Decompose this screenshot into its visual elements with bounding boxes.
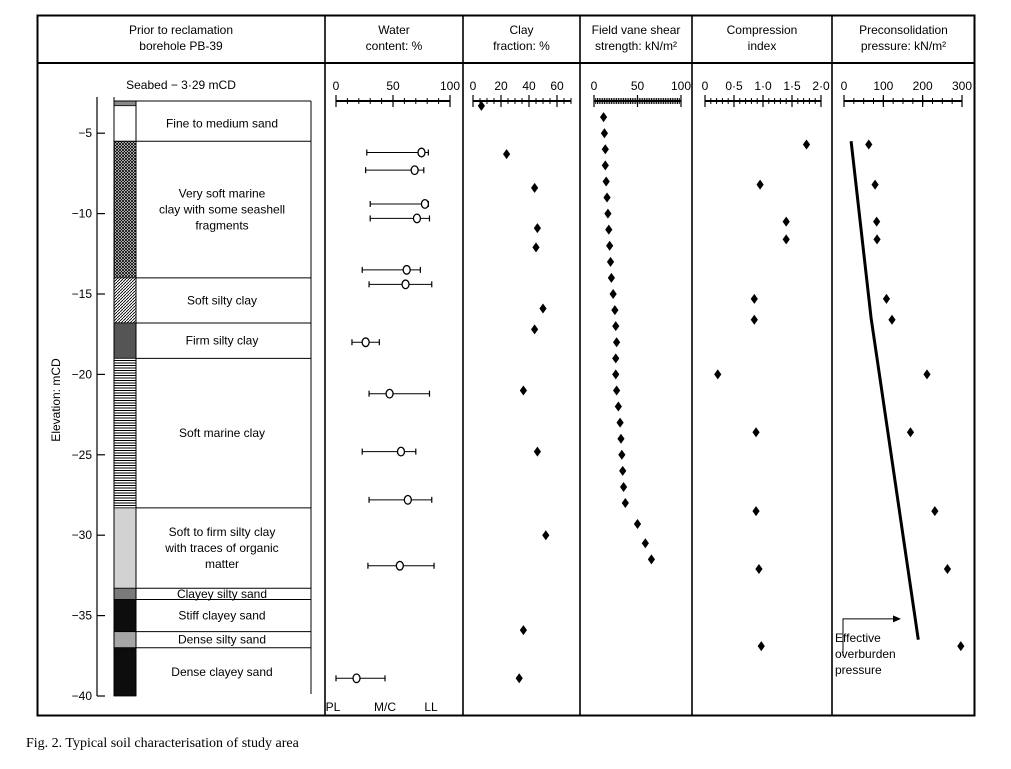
panel-title: Clay — [509, 23, 534, 37]
y-tick-label: −30 — [71, 528, 92, 543]
layer-label: Clayey silty sand — [176, 586, 268, 601]
panel-title: strength: kN/m² — [594, 39, 678, 53]
data-point — [615, 402, 622, 412]
data-point — [610, 289, 617, 299]
effective-overburden-pressure-line — [851, 141, 918, 640]
layer-pattern-9 — [114, 648, 136, 696]
panel-title: fraction: % — [493, 39, 550, 53]
data-point — [714, 369, 721, 379]
data-point — [534, 223, 541, 233]
layer-label: Dense silty sand — [177, 632, 267, 647]
panel-vane — [591, 23, 692, 564]
data-point — [611, 305, 618, 315]
x-tick-label: 0 — [469, 79, 477, 93]
data-point — [539, 303, 546, 313]
data-point — [608, 273, 615, 283]
data-point — [602, 144, 609, 154]
y-tick-label: −35 — [71, 608, 92, 623]
data-point — [532, 242, 539, 252]
data-point — [619, 466, 626, 476]
data-point — [648, 554, 655, 564]
x-tick-label: 0 — [332, 79, 340, 93]
data-point — [873, 217, 880, 227]
x-tick-label: 100 — [873, 79, 894, 93]
x-tick-label: 50 — [630, 79, 645, 93]
data-point — [755, 564, 762, 574]
data-point — [944, 564, 951, 574]
layer-label: Firm silty clay — [185, 333, 259, 348]
layer-label: Very soft marine — [178, 186, 266, 201]
x-tick-label: 0 — [701, 79, 709, 93]
data-point — [520, 385, 527, 395]
layer-label: Stiff clayey sand — [178, 608, 266, 623]
seabed-label: Seabed − 3·29 mCD — [126, 78, 236, 92]
layer-pattern-8 — [114, 632, 136, 648]
panel-title: Water — [378, 23, 410, 37]
water-content-range — [370, 200, 428, 209]
annotation-text: overburden — [835, 647, 896, 661]
data-point — [606, 241, 613, 251]
data-point — [617, 418, 624, 428]
layer-pattern-5 — [114, 508, 136, 588]
data-point — [783, 234, 790, 244]
data-point — [503, 149, 510, 159]
borehole-log — [114, 78, 311, 696]
layer-label: Fine to medium sand — [165, 116, 279, 131]
data-point — [612, 369, 619, 379]
data-point — [478, 101, 485, 111]
layer-label: Soft marine clay — [178, 426, 266, 441]
y-axis-label: Elevation: mCD — [49, 358, 63, 442]
water-content-range — [362, 266, 420, 275]
water-content-range — [369, 280, 432, 289]
data-point — [534, 447, 541, 457]
data-point — [600, 112, 607, 122]
test-panels — [326, 23, 973, 714]
moisture-content-point — [353, 674, 360, 683]
data-point — [612, 321, 619, 331]
data-point — [618, 450, 625, 460]
layer-label: fragments — [195, 218, 249, 233]
moisture-content-point — [413, 214, 420, 223]
x-tick-label: 200 — [912, 79, 933, 93]
data-point — [888, 315, 895, 325]
data-point — [613, 385, 620, 395]
water-content-range — [370, 214, 429, 223]
data-point — [604, 209, 611, 219]
data-point — [601, 128, 608, 138]
data-point — [923, 369, 930, 379]
data-point — [865, 139, 872, 149]
x-tick-label: 40 — [522, 79, 536, 93]
x-tick-label: 1·5 — [783, 79, 801, 93]
data-point — [752, 506, 759, 516]
data-point — [620, 482, 627, 492]
data-point — [752, 427, 759, 437]
y-tick-label: −25 — [71, 447, 92, 462]
x-tick-label: 50 — [386, 79, 400, 93]
moisture-content-point — [418, 148, 425, 157]
data-point — [603, 176, 610, 186]
annotation-arrowhead — [893, 615, 901, 622]
layer-pattern-7 — [114, 600, 136, 632]
panel-title: Field vane shear — [591, 23, 681, 37]
data-point — [612, 353, 619, 363]
layer-pattern-4 — [114, 358, 136, 508]
data-point — [542, 530, 549, 540]
data-point — [751, 315, 758, 325]
moisture-content-point — [404, 496, 411, 505]
data-point — [603, 193, 610, 203]
layer-label: matter — [204, 557, 240, 572]
panel-title: index — [747, 39, 777, 53]
layer-label: Dense clayey sand — [171, 664, 273, 679]
x-tick-label: 300 — [951, 79, 973, 93]
moisture-content-point — [411, 166, 418, 175]
borehole-title-line-1: Prior to reclamation — [128, 23, 234, 37]
data-point — [642, 538, 649, 548]
y-tick-label: −5 — [78, 126, 92, 141]
moisture-content-point — [362, 338, 369, 347]
layer-label: with traces of organic — [165, 541, 279, 556]
annotation-text: Effective — [835, 631, 881, 645]
y-tick-label: −20 — [71, 367, 92, 382]
layer-pattern-2 — [114, 278, 136, 323]
layer-pattern-3 — [114, 323, 136, 358]
figure-caption: Fig. 2. Typical soil characterisation of study area — [26, 736, 299, 751]
data-point — [783, 217, 790, 227]
moisture-content-point — [403, 266, 410, 275]
panel-title: Compression — [726, 23, 798, 37]
x-tick-label: 100 — [670, 79, 692, 93]
bottom-label-pl: PL — [325, 700, 341, 714]
borehole-title-line-2: borehole PB-39 — [139, 39, 223, 53]
layer-label: Soft silty clay — [186, 293, 258, 308]
panel-title: Preconsolidation — [859, 23, 948, 37]
data-point — [751, 294, 758, 304]
layer-pattern-0 — [114, 106, 136, 142]
x-tick-label: 1·0 — [754, 79, 772, 93]
moisture-content-point — [396, 561, 403, 570]
data-point — [613, 337, 620, 347]
y-tick-label: −10 — [71, 206, 92, 221]
x-tick-label: 100 — [439, 79, 461, 93]
bottom-label-mc: M/C — [374, 700, 396, 714]
data-point — [883, 294, 890, 304]
water-content-range — [336, 674, 385, 683]
x-tick-label: 20 — [494, 79, 508, 93]
data-point — [516, 673, 523, 683]
layer-pattern-6 — [114, 588, 136, 599]
data-point — [757, 180, 764, 190]
moisture-content-point — [386, 389, 393, 398]
panel-clay — [470, 23, 571, 683]
panel-title: content: % — [365, 39, 423, 53]
layer-label: clay with some seashell — [158, 202, 286, 217]
data-point — [602, 160, 609, 170]
data-point — [605, 225, 612, 235]
panel-compression — [702, 23, 830, 651]
x-tick-label: 0·5 — [725, 79, 743, 93]
data-point — [871, 180, 878, 190]
x-tick-label: 0 — [840, 79, 848, 93]
water-content-range — [366, 166, 424, 175]
data-point — [907, 427, 914, 437]
water-content-range — [367, 148, 429, 157]
data-point — [617, 434, 624, 444]
data-point — [531, 324, 538, 334]
y-tick-label: −15 — [71, 287, 92, 301]
data-point — [634, 519, 641, 529]
layer-pattern-1 — [114, 141, 136, 278]
data-point — [931, 506, 938, 516]
data-point — [607, 257, 614, 267]
water-content-range — [362, 447, 416, 456]
water-content-range — [369, 496, 432, 505]
x-tick-label: 60 — [550, 79, 564, 93]
data-point — [803, 139, 810, 149]
panel-water — [326, 23, 461, 714]
moisture-content-point — [402, 280, 409, 289]
annotation-text: pressure — [835, 663, 882, 677]
data-point — [520, 625, 527, 635]
x-tick-label: 2·0 — [812, 79, 830, 93]
moisture-content-point — [421, 200, 428, 209]
bottom-label-ll: LL — [424, 700, 438, 714]
data-point — [622, 498, 629, 508]
layer-label: Soft to firm silty clay — [168, 525, 276, 540]
x-tick-label: 0 — [590, 79, 598, 93]
data-point — [873, 234, 880, 244]
water-content-range — [352, 338, 379, 347]
data-point — [957, 641, 964, 651]
water-content-range — [368, 561, 434, 570]
data-point — [531, 183, 538, 193]
borehole-header — [129, 23, 233, 53]
y-tick-label: −40 — [71, 689, 92, 703]
panel-title: pressure: kN/m² — [860, 39, 947, 53]
water-content-range — [369, 389, 429, 398]
panel-precon — [835, 23, 972, 677]
elevation-axis — [49, 97, 105, 703]
moisture-content-point — [397, 447, 404, 456]
data-point — [758, 641, 765, 651]
